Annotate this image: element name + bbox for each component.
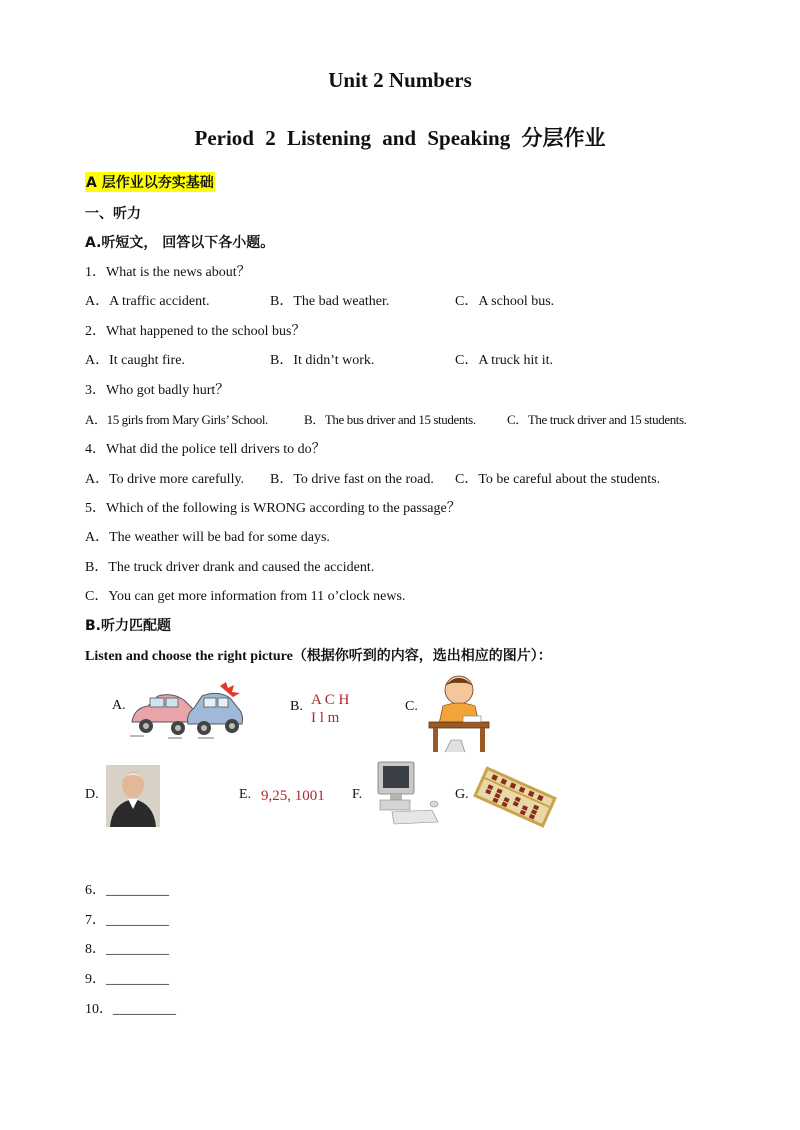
letters-line-2: I l m	[311, 710, 340, 726]
q4-option-c: C．To be careful about the students.	[455, 472, 661, 487]
question-1: 1．What is the news about？	[85, 265, 251, 280]
section-one-heading: 一、听力	[85, 206, 141, 222]
q1-option-b: B．The bad weather.	[270, 294, 390, 309]
page-title: Unit 2 Numbers	[328, 68, 472, 92]
answer-blank-7[interactable]: 7．_________	[85, 913, 169, 928]
q2-option-a: A．It caught fire.	[85, 353, 185, 368]
q5-option-c: C．You can get more information from 11 o’clock news.	[85, 589, 406, 604]
q4-option-b: B．To drive fast on the road.	[270, 472, 434, 487]
picture-g-label: G.	[455, 787, 469, 802]
car-accident-picture	[128, 680, 248, 747]
q5-option-b: B．The truck driver drank and caused the accident.	[85, 560, 375, 575]
answer-blank-10[interactable]: 10．_________	[85, 1002, 176, 1017]
letters-line-1: A C H	[311, 692, 350, 708]
q2-option-c: C．A truck hit it.	[455, 353, 553, 368]
picture-b-label: B.	[290, 699, 303, 714]
part-a-heading: A.听短文， 回答以下各小题。	[85, 235, 275, 251]
q4-option-a: A．To drive more carefully.	[85, 472, 245, 487]
question-5: 5．Which of the following is WRONG according to the passage？	[85, 501, 461, 516]
numbers-text: 9,25, 1001	[261, 788, 325, 804]
picture-e-label: E.	[239, 787, 252, 802]
part-b-heading: B.听力匹配题	[85, 618, 171, 634]
answer-blank-8[interactable]: 8．_________	[85, 942, 169, 957]
q3-option-b: B．The bus driver and 15 students.	[304, 412, 476, 427]
abacus-picture	[472, 766, 558, 833]
part-b-instruction: Listen and choose the right picture（根据你听到的内容，选出相应的图片）：	[85, 649, 552, 664]
q2-option-b: B．It didn’t work.	[270, 353, 375, 368]
picture-c-label: C.	[405, 699, 418, 714]
question-3: 3．Who got badly hurt？	[85, 383, 230, 398]
level-a-heading: A 层作业以夯实基础	[85, 172, 215, 192]
student-studying-picture	[425, 672, 493, 759]
picture-f-label: F.	[352, 787, 363, 802]
portrait-picture	[106, 765, 160, 832]
answer-blank-9[interactable]: 9．_________	[85, 972, 169, 987]
answer-blank-6[interactable]: 6．_________	[85, 883, 169, 898]
page-subtitle: Period 2 Listening and Speaking 分层作业	[194, 126, 606, 150]
q1-option-a: A．A traffic accident.	[85, 294, 210, 309]
q3-option-a: A．15 girls from Mary Girls’ School.	[85, 412, 268, 427]
computer-picture	[370, 760, 440, 831]
q1-option-c: C．A school bus.	[455, 294, 555, 309]
q5-option-a: A．The weather will be bad for some days.	[85, 530, 330, 545]
question-2: 2．What happened to the school bus？	[85, 324, 306, 339]
picture-d-label: D.	[85, 787, 99, 802]
picture-a-label: A.	[112, 698, 126, 713]
question-4: 4．What did the police tell drivers to do？	[85, 442, 326, 457]
q3-option-c: C．The truck driver and 15 students.	[507, 412, 687, 427]
